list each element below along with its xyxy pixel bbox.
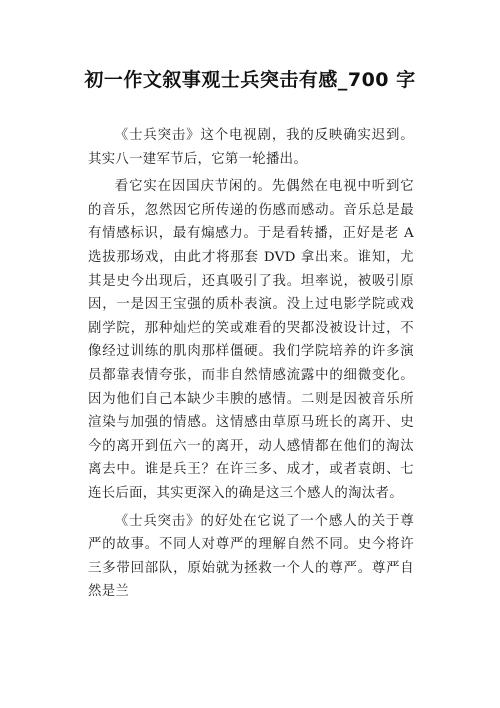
document-title: 初一作文叙事观士兵突击有感_700 字 [84, 69, 416, 91]
paragraph-2: 看它实在因国庆节闲的。先偶然在电视中听到它的音乐，忽然因它所传递的伤感而感动。音乐总是最有情感标识，最有煽感力。于是看转播，正好是老 A 选拔那场戏，由此才将那套 DVD 拿出来。谁知，尤其是史今出现后，还真吸引了我。坦率说，被吸引原因，一是因王宝强的质朴表演。没上过电影学院或戏剧学院，那种灿烂的笑或难看的哭都没被设计过，不像经过训练的肌肉那样僵硬。我们学院培养的许多演员都靠表情夸张，而非自然情感流露中的细微变化。因为他们自己本缺少丰腴的感情。二则是因被音乐所渲染与加强的情感。这情感由草原马班长的离开、史今的离开到伍六一的离开，动人感情都在他们的淘汰离去中。谁是兵王？在许三多、成才，或者袁朗、七连长后面，其实更深入的确是这三个感人的淘汰者。 [88, 179, 414, 501]
paragraph-1: 《士兵突击》这个电视剧，我的反映确实迟到。其实八一建军节后，它第一轮播出。 [88, 128, 414, 167]
paragraph-3: 《士兵突击》的好处在它说了一个感人的关于尊严的故事。不同人对尊严的理解自然不同。史今将许三多带回部队，原始就为拯救一个人的尊严。尊严自然是兰 [88, 513, 414, 600]
document-body [88, 124, 414, 608]
